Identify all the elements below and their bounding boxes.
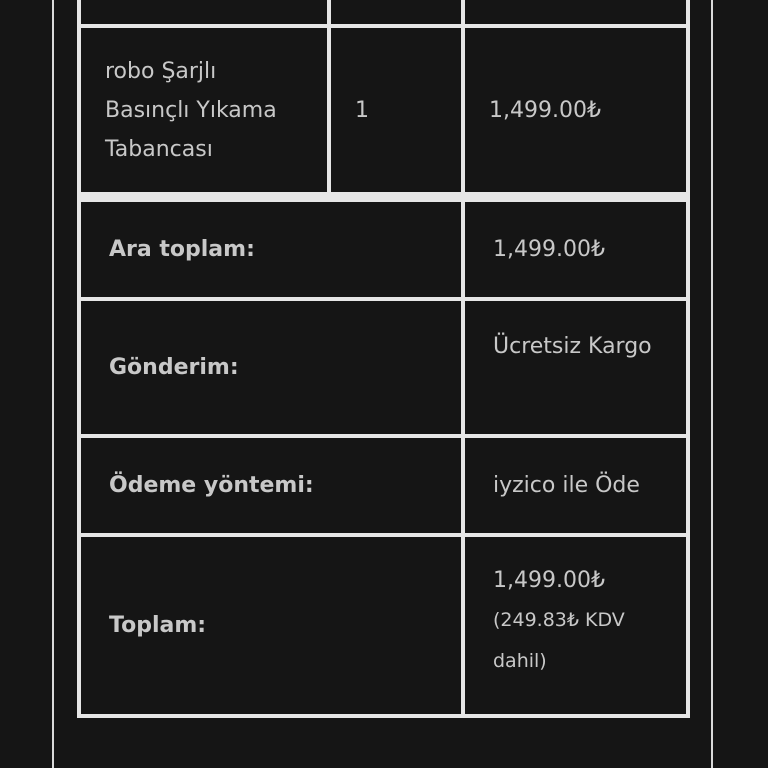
product-quantity: 1: [331, 28, 461, 192]
payment-method-row: [81, 438, 686, 533]
shipping-row: [81, 301, 686, 434]
subtotal-row: [81, 202, 686, 297]
subtotal-value: 1,499.00₺: [465, 202, 686, 297]
table-cell: [465, 0, 686, 24]
total-label: Toplam:: [81, 537, 461, 714]
payment-method-label: Ödeme yöntemi:: [81, 438, 461, 533]
subtotal-label: Ara toplam:: [81, 202, 461, 297]
shipping-label: Gönderim:: [81, 301, 461, 434]
payment-method-value: iyzico ile Öde: [465, 438, 686, 533]
product-name: robo Şarjlı Basınçlı Yıkama Tabancası: [81, 28, 327, 192]
table-cell: [331, 0, 461, 24]
total-cell: [465, 537, 686, 714]
order-item-row: [81, 28, 686, 192]
total-row: [81, 537, 686, 714]
divider: [81, 196, 686, 198]
total-value: 1,499.00₺: [493, 568, 605, 593]
order-details-table: [77, 0, 690, 716]
shipping-value: Ücretsiz Kargo: [465, 301, 686, 434]
tax-note: (249.83₺ KDV dahil): [493, 609, 625, 672]
table-row: [81, 0, 686, 24]
product-price: 1,499.00₺: [465, 28, 686, 192]
table-cell: [81, 0, 327, 24]
